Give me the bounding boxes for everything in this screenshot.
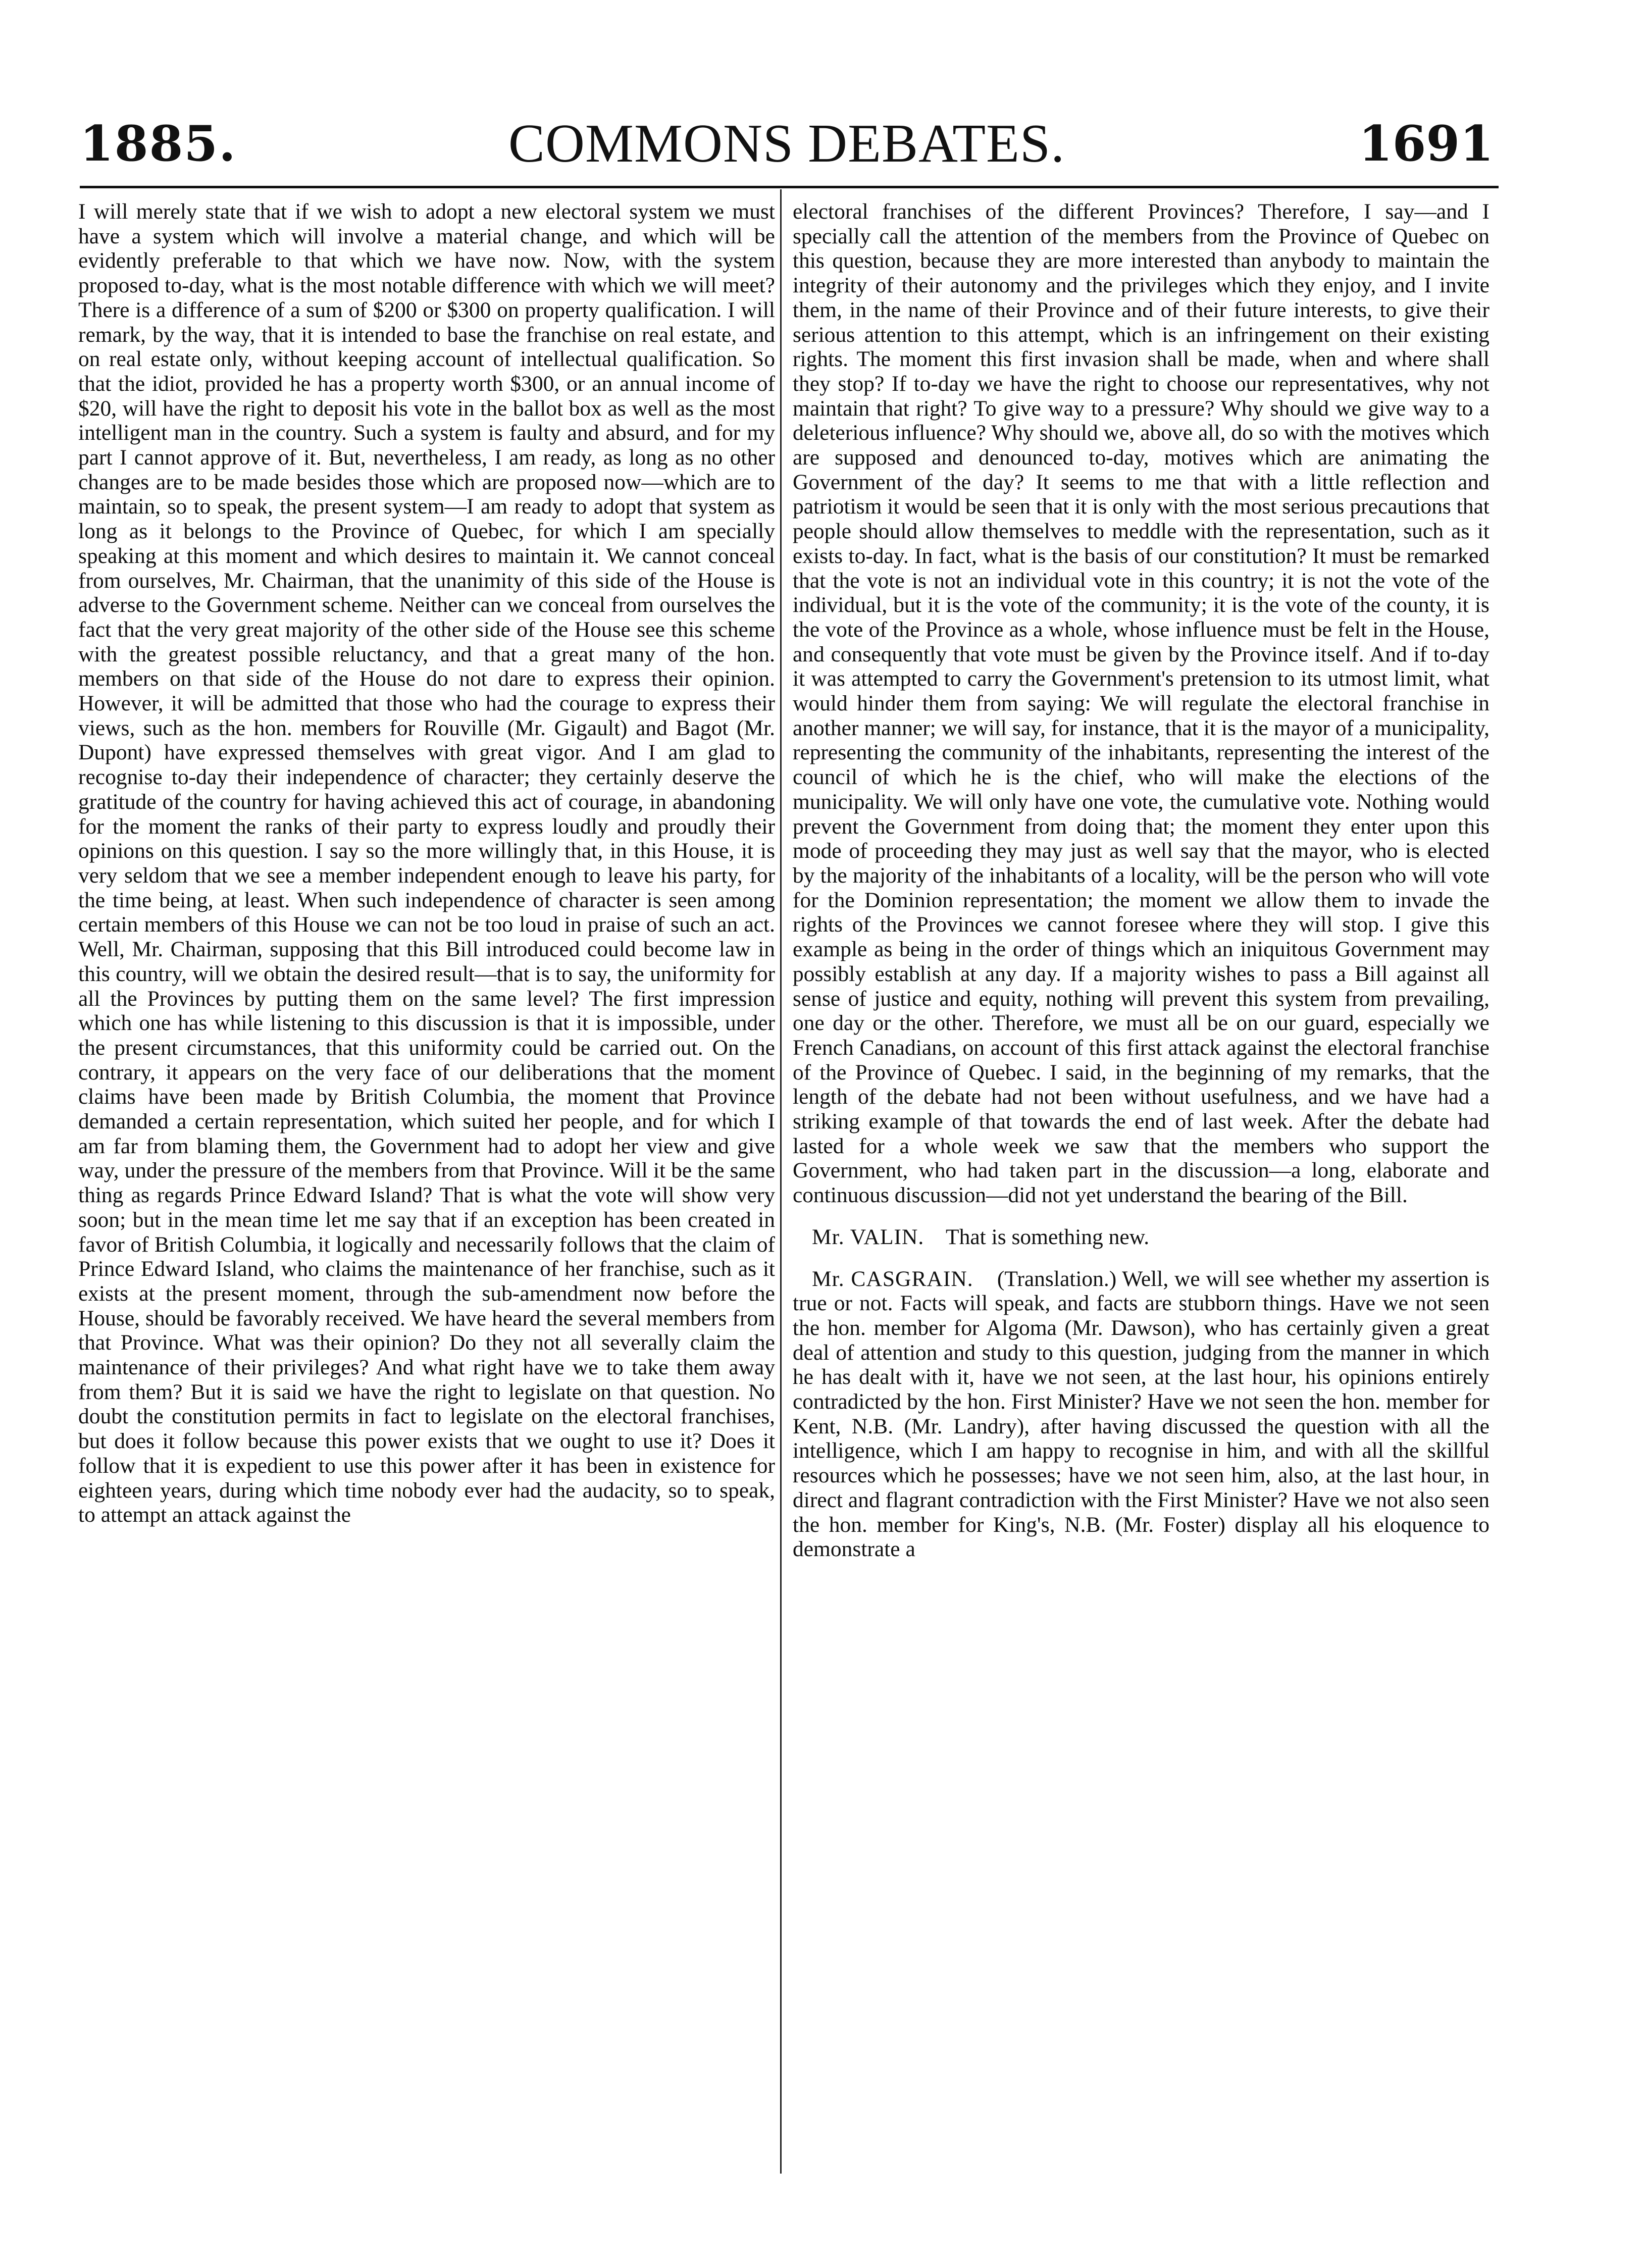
header-page-number: 1691 xyxy=(1358,115,1494,172)
left-paragraph: I will merely state that if we wish to adopt a new electoral system we must have a system which will involve a material change, and which will be evidently preferable to that which we have now. Now, with the system proposed to-day, what is the most notable difference with which we will meet? There is a difference of a sum of $200 or $300 on property qualification. I will remark, by the way, that it is intended to base the franchise on real estate, and on real estate only, without keeping account of intellectual qualification. So that the idiot, provided he has a property worth $300, or an annual income of $20, will have the right to deposit his vote in the ballot box as well as the most intelligent man in the country. Such a system is faulty and absurd, and for my part I cannot approve of it. But, nevertheless, I am ready, as long as no other changes are to be made besides those which are proposed now—which are to maintain, so to speak, the present system—I am ready to adopt that system as long as it belongs to the Province of Quebec, for which I am specially speaking at this moment and which desires to maintain it. We cannot conceal from ourselves, Mr. Chairman, that the unanimity of this side of the House is adverse to the Government scheme. Neither can we conceal from ourselves the fact that the very great majority of the other side of the House see this scheme with the greatest possible reluctancy, and that a great many of the hon. members on that side of the House do not dare to express their opinion. However, it will be admitted that those who had the courage to express their views, such as the hon. members for Rouville (Mr. Gigault) and Bagot (Mr. Dupont) have expressed themselves with great vigor. And I am glad to recognise to-day their independence of character; they certainly deserve the gratitude of the country for having achieved this act of courage, in abandoning for the moment the ranks of their party to express loudly and proudly their opinions on this question. I say so the more willingly that, in this House, it is very seldom that we see a member independent enough to leave his party, for the time being, at least. When such independence of character is seen among certain members of this House we can not be too loud in praise of such an act. Well, Mr. Chairman, supposing that this Bill introduced could become law in this country, will we obtain the desired result—that is to say, the uniformity for all the Provinces by putting them on the same level? The first impression which one has while listening to this discussion is that it is impossible, under the present circumstances, that this uniformity could be carried out. On the contrary, it appears on the very face of our deliberations that the moment claims have been made by British Columbia, the moment that Province demanded a certain representation, which suited her people, and for which I am far from blaming them, the Government had to adopt her view and give way, under the pressure of the members from that Province. Will it be the same thing as regards Prince Edward Island? That is what the vote will show very soon; but in the mean time let me say that if an exception has been created in favor of British Columbia, it logically and necessarily follows that the claim of Prince Edward Island, who claims the maintenance of her franchise, such as it exists at the present moment, through the sub-amendment now before the House, should be favorably received. We have heard the several members from that Province. What was their opinion? Do they not all severally claim the maintenance of their privileges? And what right have we to take them away from them? But it is said we have the right to legislate on that question. No doubt the constitution permits in fact to legislate on the electoral franchises, but does it follow because this power exists that we ought to use it? Does it follow that it is expedient to use this power after it has been in existence for eighteen years, during which time nobody ever had the audacity, so to speak, to attempt an attack against the xyxy=(78,199,775,1527)
reply-paragraph xyxy=(793,1267,1489,1562)
left-column xyxy=(78,199,775,1527)
header-title: COMMONS DEBATES. xyxy=(508,114,1065,174)
right-column xyxy=(793,199,1489,1562)
reply-text: (Translation.) Well, we will see whether my assertion is true or not. Facts will speak, and facts are stubborn things. Have we not seen the hon. member for Algoma (Mr. Dawson), who has certainly given a great deal of attention and study to this question, judging from the manner in which he has dealt with it, have we not seen, at the last hour, his opinions entirely contradicted by the hon. First Minister? Have we not seen the hon. member for Kent, N.B. (Mr. Landry), after having discussed the question with all the intelligence, which I am happy to recognise in him, and with all the skillful resources which he possesses; have we not seen him, also, at the last hour, in direct and flagrant contradiction with the First Minister? Have we not also seen the hon. member for King's, N.B. (Mr. Foster) display all his eloquence to demonstrate a xyxy=(793,1266,1490,1562)
page-header xyxy=(80,114,1494,184)
header-year: 1885. xyxy=(80,115,237,172)
reply-speaker: Mr. CASGRAIN. xyxy=(812,1266,973,1291)
interjection-speaker: Mr. VALIN. xyxy=(812,1224,924,1249)
interjection-text: That is something new. xyxy=(946,1224,1150,1249)
interjection-paragraph xyxy=(793,1225,1489,1250)
right-paragraph: electoral franchises of the different Provinces? Therefore, I say—and I specially call the attention of the members from the Province of Quebec on this question, because they are more interested than anybody to maintain the integrity of their autonomy and the privileges which they enjoy, and I invite them, in the name of their Province and of their future interests, to give their serious attention to this attempt, which is an infringement on their existing rights. The moment this first invasion shall be made, when and where shall they stop? If to-day we have the right to choose our representatives, why not maintain that right? To give way to a pressure? Why should we give way to a deleterious influence? Why should we, above all, do so with the motives which are supposed and denounced to-day, motives which are animating the Government of the day? It seems to me that with a little reflection and patriotism it would be seen that it is only with the most serious precautions that people should allow themselves to meddle with the representation, such as it exists to-day. In fact, what is the basis of our constitution? It must be remarked that the vote is not an individual vote in this country; it is not the vote of the individual, but it is the vote of the community; it is the vote of the county, it is the vote of the Province as a whole, whose influence must be felt in the House, and consequently that vote must be given by the Province itself. And if to-day it was attempted to carry the Government's pretension to its utmost limit, what would hinder them from saying: We will regulate the electoral franchise in another manner; we will say, for instance, that it is the mayor of a municipality, representing the community of the inhabitants, representing the interest of the council of which he is the chief, who will make the elections of the municipality. We will only have one vote, the cumulative vote. Nothing would prevent the Government from doing that; the moment they enter upon this mode of proceeding they may just as well say that the mayor, who is elected by the majority of the inhabitants of a locality, will be the person who will vote for the Dominion representation; the moment we allow them to invade the rights of the Provinces we cannot foresee where they will stop. I give this example as being in the order of things which an iniquitous Government may possibly establish at any day. If a majority wishes to pass a Bill against all sense of justice and equity, nothing will prevent this system from prevailing, one day or the other. Therefore, we must all be on our guard, especially we French Canadians, on account of this first attack against the electoral franchise of the Province of Quebec. I said, in the beginning of my remarks, that the length of the debate had not been without usefulness, and we have had a striking example of that towards the end of last week. After the debate had lasted for a whole week we saw that the members who support the Government, who had taken part in the discussion—a long, elaborate and continuous discussion—did not yet understand the bearing of the Bill. xyxy=(793,199,1489,1208)
column-divider xyxy=(780,189,782,2174)
header-rule xyxy=(80,186,1499,188)
